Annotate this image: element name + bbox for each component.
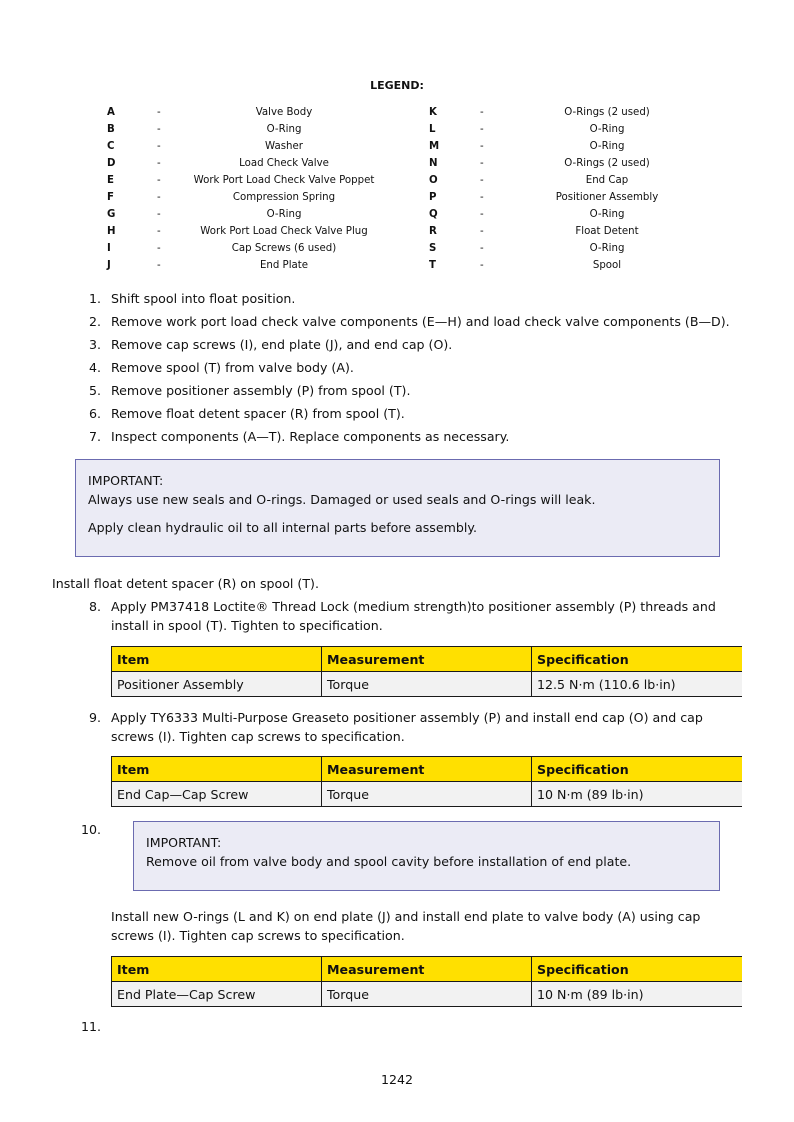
important-label: IMPORTANT: (146, 835, 222, 850)
cell-measurement: Torque (322, 672, 532, 697)
legend-row (107, 104, 427, 121)
install-oring-text (111, 907, 700, 945)
step-number: 9. (88, 710, 101, 725)
legend-letter: N (429, 158, 438, 169)
step-3 (88, 335, 453, 354)
header-item: Item (112, 757, 322, 782)
step-text: Remove positioner assembly (P) from spool (T). (111, 383, 411, 398)
legend-letter: A (107, 107, 115, 118)
important-note (75, 459, 720, 557)
install-spacer-text: Install float detent spacer (R) on spool (T). (52, 576, 319, 591)
legend-letter: C (107, 141, 115, 152)
important-note-end-plate (133, 821, 720, 891)
step-number: 11. (80, 1019, 101, 1034)
legend-letter: S (429, 243, 437, 254)
legend-description: End Plate (259, 260, 309, 271)
table-header-row (112, 957, 742, 982)
header-specification: Specification (532, 957, 742, 982)
header-specification: Specification (532, 757, 742, 782)
step-7 (88, 427, 510, 446)
legend-row (107, 121, 427, 138)
legend-dash: - (157, 192, 161, 203)
important-label: IMPORTANT: (88, 473, 164, 488)
legend-description: O-Ring (589, 209, 625, 220)
header-item: Item (112, 647, 322, 672)
legend-row (429, 189, 749, 206)
step-6 (88, 404, 405, 423)
legend-letter: E (107, 175, 114, 186)
legend-letter: I (107, 243, 111, 254)
step-number: 1. (88, 291, 101, 306)
legend-row (107, 257, 427, 274)
legend-dash: - (157, 141, 161, 152)
spec-table-end-cap (111, 756, 742, 807)
legend-description: Valve Body (255, 107, 313, 118)
header-measurement: Measurement (322, 647, 532, 672)
step-1 (88, 289, 296, 308)
legend-row (429, 240, 749, 257)
legend-dash: - (480, 175, 484, 186)
legend-row (429, 172, 749, 189)
cell-item: Positioner Assembly (112, 672, 322, 697)
legend-row (429, 206, 749, 223)
step-8 (88, 597, 716, 635)
legend-row (429, 223, 749, 240)
legend-letter: J (107, 260, 111, 271)
table-row (112, 782, 742, 807)
legend-dash: - (480, 107, 484, 118)
step-4 (88, 358, 354, 377)
legend-description: O-Ring (589, 243, 625, 254)
legend-letter: H (107, 226, 116, 237)
legend-description: End Cap (585, 175, 629, 186)
legend-row (429, 138, 749, 155)
legend-letter: O (429, 175, 438, 186)
legend-description: O-Ring (589, 124, 625, 135)
step-9 (88, 708, 703, 746)
install-oring-line1: Install new O-rings (L and K) on end plate (J) and install end plate to valve body (A) using cap (111, 909, 701, 924)
legend-description: Spool (592, 260, 622, 271)
step-text: Remove cap screws (I), end plate (J), and end cap (O). (111, 337, 453, 352)
legend-dash: - (480, 158, 484, 169)
legend-dash: - (480, 141, 484, 152)
legend-letter: P (429, 192, 437, 203)
legend-description: Compression Spring (232, 192, 336, 203)
legend-title: LEGEND: (370, 79, 424, 92)
legend-row (107, 155, 427, 172)
step-number: 7. (88, 429, 101, 444)
step-text: Inspect components (A—T). Replace components as necessary. (111, 429, 510, 444)
legend-description: Load Check Valve (239, 158, 329, 169)
table-header-row (112, 647, 742, 672)
legend-dash: - (157, 226, 161, 237)
legend-dash: - (480, 209, 484, 220)
step-text: Remove float detent spacer (R) from spool (T). (111, 406, 405, 421)
legend-row (429, 121, 749, 138)
header-measurement: Measurement (322, 757, 532, 782)
cell-specification: 10 N·m (89 lb·in) (532, 782, 742, 807)
step-5 (88, 381, 411, 400)
step-number: 10. (80, 822, 101, 837)
legend-description: Float Detent (575, 226, 639, 237)
spec-table-end-plate (111, 956, 742, 1007)
table-row (112, 672, 742, 697)
legend-letter: F (107, 192, 114, 203)
legend-dash: - (157, 243, 161, 254)
legend-dash: - (157, 124, 161, 135)
step-text: Shift spool into float position. (111, 291, 296, 306)
step-8-line1: Apply PM37418 Loctite® Thread Lock (medium strength)to positioner assembly (P) threads and (111, 599, 716, 614)
cell-measurement: Torque (322, 982, 532, 1007)
legend-description: O-Rings (2 used) (564, 158, 650, 169)
cell-specification: 12.5 N·m (110.6 lb·in) (532, 672, 742, 697)
step-number: 5. (88, 383, 101, 398)
step-8-line2: install in spool (T). Tighten to specification. (111, 618, 383, 633)
legend-dash: - (157, 158, 161, 169)
legend-letter: L (429, 124, 436, 135)
legend-description: Washer (265, 141, 303, 152)
legend-row (107, 206, 427, 223)
legend-dash: - (480, 243, 484, 254)
legend-description: Work Port Load Check Valve Poppet (193, 175, 375, 186)
legend-description: O-Rings (2 used) (564, 107, 650, 118)
legend-dash: - (157, 175, 161, 186)
legend-row (107, 240, 427, 257)
table-row (112, 982, 742, 1007)
important-text-oil-removal: Remove oil from valve body and spool cavity before installation of end plate. (146, 854, 632, 869)
legend-dash: - (157, 107, 161, 118)
legend-letter: D (107, 158, 116, 169)
legend-row (107, 223, 427, 240)
important-text-seals: Always use new seals and O-rings. Damaged or used seals and O-rings will leak. (88, 492, 596, 507)
step-text: Remove work port load check valve components (E—H) and load check valve components (B—D). (111, 314, 730, 329)
legend-dash: - (157, 260, 161, 271)
important-text-oil: Apply clean hydraulic oil to all internal parts before assembly. (88, 520, 477, 535)
step-9-line1: Apply TY6333 Multi-Purpose Greaseto positioner assembly (P) and install end cap (O) and cap (111, 710, 703, 725)
legend-row (429, 104, 749, 121)
legend-description: O-Ring (589, 141, 625, 152)
legend-dash: - (480, 226, 484, 237)
legend-dash: - (480, 124, 484, 135)
step-number: 8. (88, 599, 101, 614)
legend-letter: B (107, 124, 115, 135)
step-number: 2. (88, 314, 101, 329)
step-text: Remove spool (T) from valve body (A). (111, 360, 354, 375)
step-number: 6. (88, 406, 101, 421)
step-number: 4. (88, 360, 101, 375)
step-number: 3. (88, 337, 101, 352)
step-9-line2: screws (I). Tighten cap screws to specification. (111, 729, 405, 744)
cell-item: End Plate—Cap Screw (112, 982, 322, 1007)
legend-description: O-Ring (266, 124, 302, 135)
legend-row (429, 155, 749, 172)
legend-description: O-Ring (266, 209, 302, 220)
legend-description: Cap Screws (6 used) (231, 243, 337, 254)
legend-description: Work Port Load Check Valve Plug (200, 226, 368, 237)
header-specification: Specification (532, 647, 742, 672)
cell-measurement: Torque (322, 782, 532, 807)
legend-letter: M (429, 141, 440, 152)
legend-dash: - (480, 260, 484, 271)
legend-row (107, 189, 427, 206)
legend-dash: - (480, 192, 484, 203)
legend-row (429, 257, 749, 274)
spec-table-positioner (111, 646, 742, 697)
install-oring-line2: screws (I). Tighten cap screws to specification. (111, 928, 405, 943)
legend-letter: G (107, 209, 116, 220)
page-number: 1242 (380, 1072, 414, 1087)
step-2 (88, 312, 730, 331)
table-header-row (112, 757, 742, 782)
header-item: Item (112, 957, 322, 982)
legend-row (107, 138, 427, 155)
legend-letter: R (429, 226, 437, 237)
cell-specification: 10 N·m (89 lb·in) (532, 982, 742, 1007)
cell-item: End Cap—Cap Screw (112, 782, 322, 807)
legend-letter: Q (429, 209, 438, 220)
header-measurement: Measurement (322, 957, 532, 982)
legend-letter: K (429, 107, 437, 118)
legend-row (107, 172, 427, 189)
legend-letter: T (429, 260, 436, 271)
legend-dash: - (157, 209, 161, 220)
legend-description: Positioner Assembly (555, 192, 659, 203)
